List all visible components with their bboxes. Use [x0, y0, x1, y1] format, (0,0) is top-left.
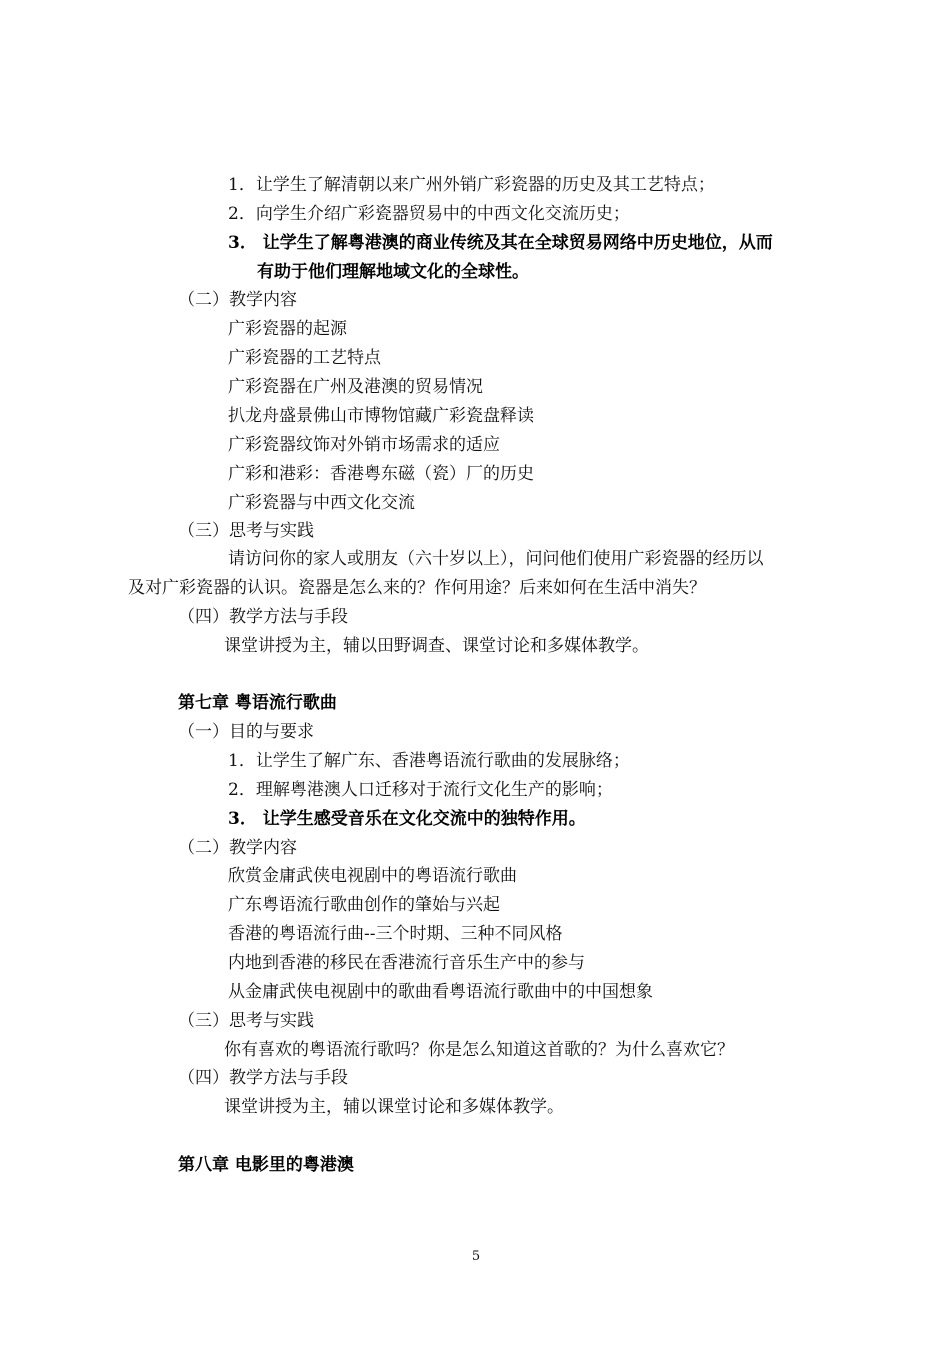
goal-item-3-continued: 有助于他们理解地域文化的全球性。	[257, 262, 529, 282]
content-item: 从金庸武侠电视剧中的歌曲看粤语流行歌曲中的中国想象	[228, 982, 653, 1002]
practice-text-line-2: 及对广彩瓷器的认识。瓷器是怎么来的？作何用途？后来如何在生活中消失？	[128, 578, 706, 598]
content-item: 广东粤语流行歌曲创作的肇始与兴起	[228, 895, 500, 915]
goal-item-1: 1．让学生了解广东、香港粤语流行歌曲的发展脉络；	[228, 751, 630, 771]
content-heading: （二）教学内容	[178, 838, 297, 858]
chapter-title: 第八章 电影里的粤港澳	[178, 1155, 354, 1175]
method-text: 课堂讲授为主，辅以田野调查、课堂讨论和多媒体教学。	[224, 636, 649, 656]
content-item: 欣赏金庸武侠电视剧中的粤语流行歌曲	[228, 866, 517, 886]
method-text: 课堂讲授为主，辅以课堂讨论和多媒体教学。	[224, 1097, 564, 1117]
content-item: 广彩和港彩：香港粤东磁（瓷）厂的历史	[228, 464, 534, 484]
goal-item-2: 2．向学生介绍广彩瓷器贸易中的中西文化交流历史；	[228, 204, 630, 224]
practice-heading: （三）思考与实践	[178, 1011, 314, 1031]
method-heading: （四）教学方法与手段	[178, 607, 348, 627]
content-heading: （二）教学内容	[178, 290, 297, 310]
content-item: 广彩瓷器与中西文化交流	[228, 493, 415, 513]
practice-text-line-1: 请访问你的家人或朋友（六十岁以上），问问他们使用广彩瓷器的经历以	[228, 549, 764, 569]
page-number: 5	[471, 1249, 481, 1264]
method-heading: （四）教学方法与手段	[178, 1068, 348, 1088]
practice-heading: （三）思考与实践	[178, 521, 314, 541]
goal-item-2: 2．理解粤港澳人口迁移对于流行文化生产的影响；	[228, 780, 613, 800]
content-item: 扒龙舟盛景佛山市博物馆藏广彩瓷盘释读	[228, 406, 534, 426]
goal-item-3: 3． 让学生感受音乐在文化交流中的独特作用。	[228, 809, 586, 829]
practice-text: 你有喜欢的粤语流行歌吗？你是怎么知道这首歌的？为什么喜欢它？	[224, 1040, 734, 1060]
goal-item-1: 1．让学生了解清朝以来广州外销广彩瓷器的历史及其工艺特点；	[228, 175, 715, 195]
goal-item-3: 3． 让学生了解粤港澳的商业传统及其在全球贸易网络中历史地位，从而	[228, 233, 773, 253]
content-item: 广彩瓷器的起源	[228, 319, 347, 339]
content-item: 广彩瓷器在广州及港澳的贸易情况	[228, 377, 483, 397]
content-item: 广彩瓷器的工艺特点	[228, 348, 381, 368]
content-item: 内地到香港的移民在香港流行音乐生产中的参与	[228, 953, 585, 973]
content-item: 广彩瓷器纹饰对外销市场需求的适应	[228, 435, 500, 455]
content-item: 香港的粤语流行曲--三个时期、三种不同风格	[228, 924, 563, 944]
goals-heading: （一）目的与要求	[178, 722, 314, 742]
chapter-title: 第七章 粤语流行歌曲	[178, 693, 337, 713]
